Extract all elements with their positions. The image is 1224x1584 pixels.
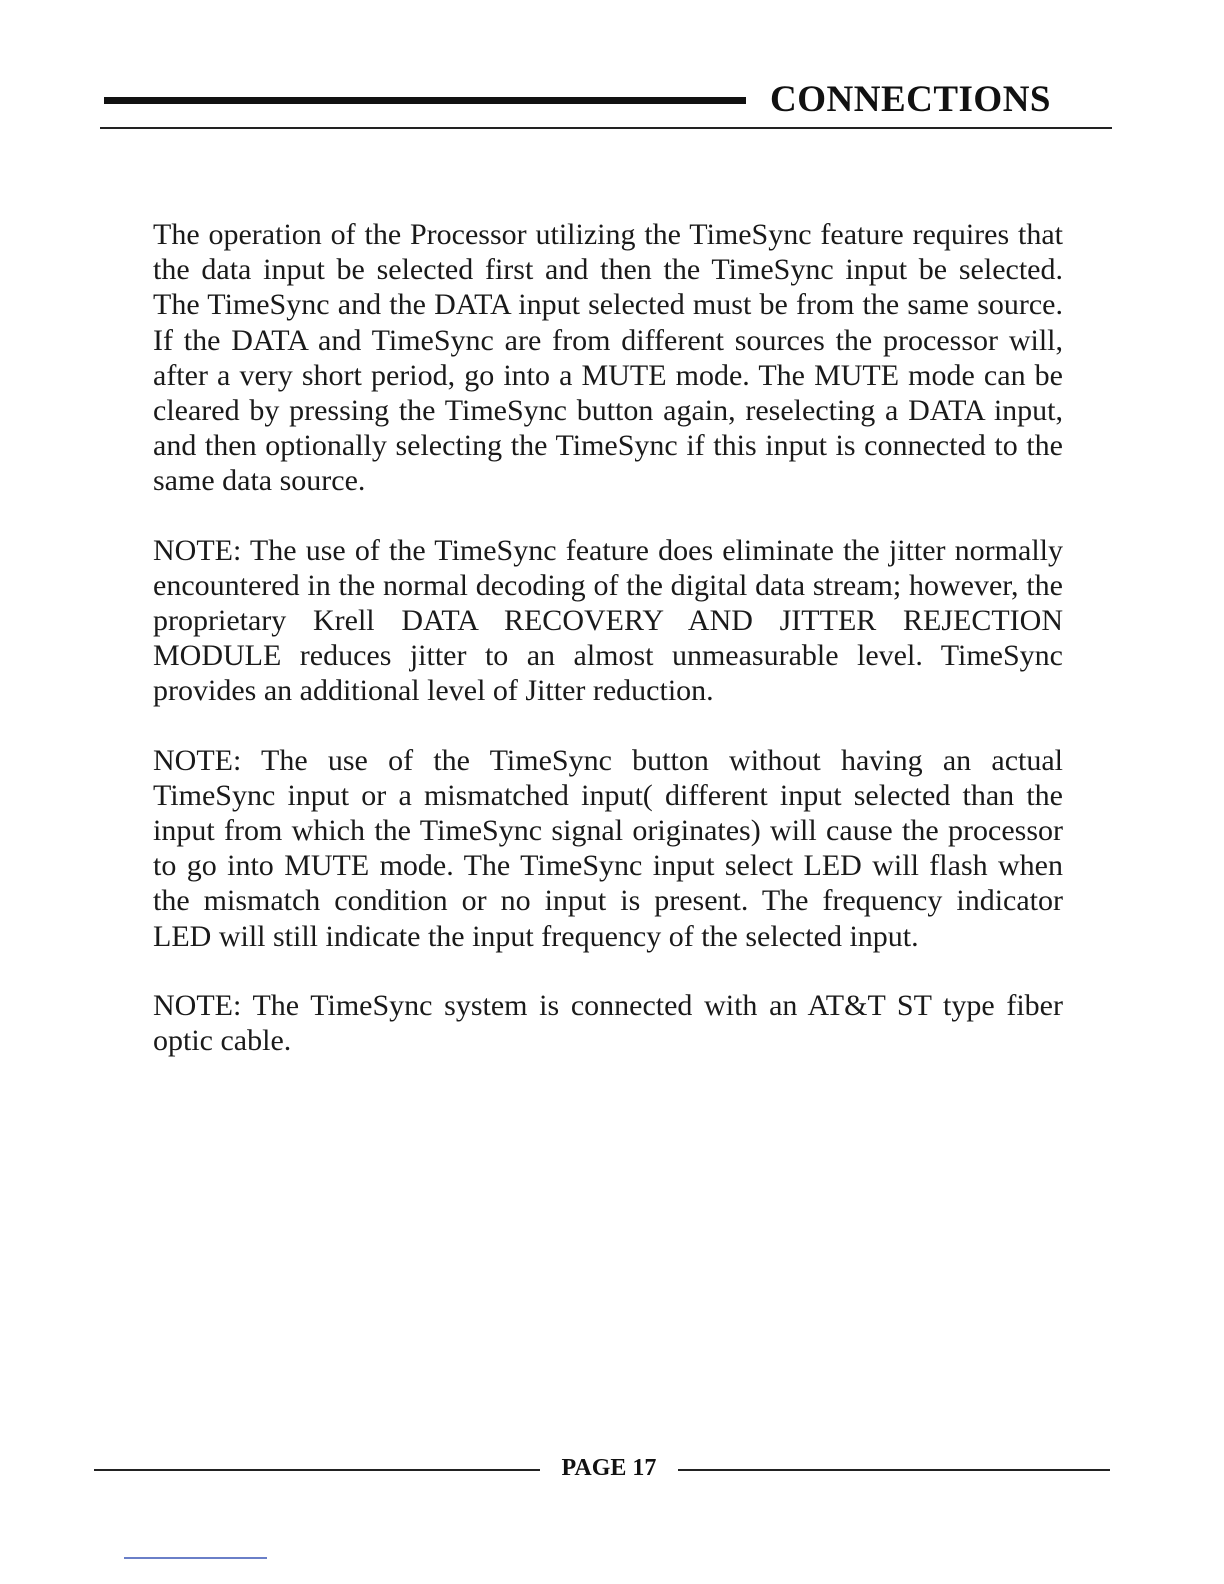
footer-rule-right bbox=[678, 1469, 1110, 1471]
corner-underline-mark bbox=[124, 1557, 267, 1559]
page-footer bbox=[0, 1440, 1224, 1520]
footer-rule-left bbox=[94, 1469, 540, 1471]
page-number: PAGE 17 bbox=[561, 1455, 657, 1481]
paragraph-note-fiber-cable: NOTE: The TimeSync system is connected with an AT&T ST type fiber optic cable. bbox=[153, 988, 1063, 1058]
section-title: CONNECTIONS bbox=[770, 79, 1051, 120]
header-thin-rule bbox=[100, 127, 1112, 129]
paragraph-note-mute-mode: NOTE: The use of the TimeSync button without having an actual TimeSync input or a mismatched input( different input selected than the input from which the TimeSync signal originates) will cause the processor to go into MUTE mode. The TimeSync input select LED will flash when the mismatch condition or no input is present. The frequency indicator LED will still indicate the input frequency of the selected input. bbox=[153, 743, 1063, 953]
paragraph-timesync-operation: The operation of the Processor utilizing the TimeSync feature requires that the data input be selected first and then the TimeSync input be selected. The TimeSync and the DATA input selected must be from the same source. If the DATA and TimeSync are from different sources the processor will, after a very short period, go into a MUTE mode. The MUTE mode can be cleared by pressing the TimeSync button again, reselecting a DATA input, and then optionally selecting the TimeSync if this input is connected to the same data source. bbox=[153, 218, 1063, 498]
page-header bbox=[0, 0, 1224, 140]
paragraph-note-jitter: NOTE: The use of the TimeSync feature does eliminate the jitter normally encountered in the normal decoding of the digital data stream; however, the proprietary Krell DATA RECOVERY AND JITTER REJECTION MODULE reduces jitter to an almost unmeasurable level. TimeSync provides an additional level of Jitter reduction. bbox=[153, 533, 1063, 708]
body-text bbox=[153, 217, 1063, 1092]
header-thick-rule bbox=[104, 97, 746, 104]
